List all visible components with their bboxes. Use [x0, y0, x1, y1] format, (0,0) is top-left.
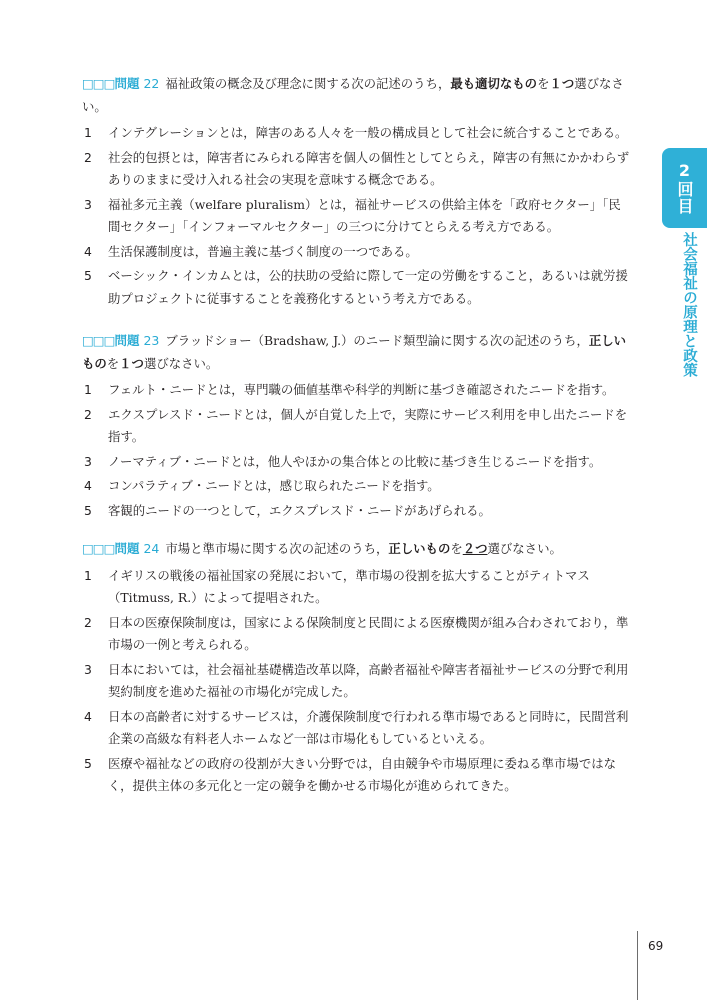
stem-count: １つ [119, 355, 144, 371]
option[interactable] [82, 451, 630, 474]
option-number: 4 [84, 478, 92, 493]
stem-emphasis: 最も適切なもの [450, 76, 538, 91]
question-number: 23 [143, 333, 160, 348]
option-number: 3 [84, 196, 92, 212]
option-number: 1 [84, 125, 92, 140]
option-number: 2 [84, 149, 92, 165]
question-stem [82, 73, 630, 118]
stem-text: 市場と準市場に関する次の記述のうち， [165, 541, 389, 556]
stem-count: ２つ [462, 541, 488, 556]
stem-text: ブラッドショー（Bradshaw, J.）のニード類型論に関する次の記述のうち， [165, 333, 589, 348]
stem-text: 選びなさい。 [487, 541, 562, 556]
option[interactable] [82, 379, 630, 402]
option-number: 3 [84, 453, 92, 469]
option-number: 2 [84, 406, 92, 422]
stem-text: を [106, 355, 120, 371]
stem-text: を [537, 76, 550, 91]
option-text: インテグレーションとは，障害のある人々を一般の構成員として社会に統合することである。 [108, 125, 628, 140]
question-24 [82, 538, 630, 800]
option-number: 2 [84, 614, 92, 630]
checkbox-icon[interactable]: □□□ [82, 541, 115, 556]
question-23 [82, 330, 630, 524]
page-number: 69 [648, 939, 664, 953]
question-label: 問題 [114, 76, 140, 91]
option[interactable] [82, 500, 630, 523]
round-tab[interactable]: 2回目 [662, 148, 707, 228]
question-number: 22 [143, 76, 160, 91]
stem-text: 選びなさい。 [82, 76, 624, 114]
option-text: 医療や福祉などの政府の役割が大きい分野では，自由競争や市場原理に委ねる準市場ではなく，提供主体の多元化と一定の競争を働かせる市場化が進められてきた。 [108, 755, 617, 793]
option[interactable] [82, 475, 630, 498]
option[interactable] [82, 122, 630, 145]
option-text: ノーマティブ・ニードとは，他人やほかの集合体との比較に基づき生じるニードを指す。 [108, 453, 602, 469]
checkbox-icon[interactable]: □□□ [82, 76, 115, 91]
option-text: コンパラティブ・ニードとは，感じ取られたニードを指す。 [108, 478, 440, 493]
option-text: エクスプレスド・ニードとは，個人が自覚した上で，実際にサービス利用を申し出たニードを指す。 [108, 406, 628, 444]
option[interactable] [82, 612, 630, 657]
option-text: 日本の医療保険制度は，国家による保険制度と民間による医療機関が組み合わされており，準市場の一例と考えられる。 [108, 614, 629, 652]
option[interactable] [82, 404, 630, 449]
option-text: イギリスの戦後の福祉国家の発展において，準市場の役割を拡大することがティトマス（Titmuss, R.）によって提唱された。 [108, 567, 590, 605]
option-number: 4 [84, 708, 92, 724]
stem-text: 選びなさい。 [143, 355, 219, 371]
option-number: 5 [84, 268, 92, 283]
stem-text: を [450, 541, 463, 556]
question-number: 24 [143, 541, 160, 556]
option[interactable] [82, 659, 630, 704]
option[interactable] [82, 753, 630, 798]
stem-emphasis: 正しいもの [388, 541, 451, 556]
stem-emphasis: 正しいもの [82, 333, 627, 371]
question-label: 問題 [114, 333, 140, 348]
option-number: 5 [84, 755, 92, 771]
question-22 [82, 73, 630, 312]
chapter-title: 社会福祉の原理と政策 [681, 232, 697, 377]
option[interactable] [82, 265, 630, 310]
option-number: 3 [84, 661, 92, 677]
stem-count: １つ [549, 76, 575, 91]
checkbox-icon[interactable]: □□□ [82, 333, 115, 348]
option[interactable] [82, 147, 630, 192]
option-number: 1 [84, 382, 92, 397]
question-stem [82, 538, 630, 561]
option[interactable] [82, 706, 630, 751]
option-number: 4 [84, 243, 92, 259]
option-text: 日本においては，社会福祉基礎構造改革以降，高齢者福祉や障害者福祉サービスの分野で利用契約制度を進めた福祉の市場化が完成した。 [108, 661, 629, 699]
stem-text: 福祉政策の概念及び理念に関する次の記述のうち， [165, 76, 451, 91]
option-text: フェルト・ニードとは，専門職の価値基準や科学的判断に基づき確認されたニードを指す。 [108, 382, 615, 397]
option[interactable] [82, 194, 630, 239]
option-text: 生活保護制度は，普遍主義に基づく制度の一つである。 [108, 243, 418, 259]
option-number: 5 [84, 502, 92, 518]
option[interactable] [82, 565, 630, 610]
option-text: 社会的包摂とは，障害者にみられる障害を個人の個性としてとらえ，障害の有無にかかわらずありのままに受け入れる社会の実現を意味する概念である。 [108, 149, 630, 187]
question-label: 問題 [114, 541, 140, 556]
option[interactable] [82, 241, 630, 264]
option-text: 客観的ニードの一つとして，エクスプレスド・ニードがあげられる。 [108, 502, 491, 518]
option-text: 日本の高齢者に対するサービスは，介護保険制度で行われる準市場であると同時に，民間営利企業の高級な有料老人ホームなど一部は市場化もしているといえる。 [108, 708, 629, 746]
option-text: 福祉多元主義（welfare pluralism）とは，福祉サービスの供給主体を「政府セクター」「民間セクター」「インフォーマルセクター」の三つに分けてとらえる考え方である。 [108, 196, 621, 234]
option-text: ベーシック・インカムとは，公的扶助の受給に際して一定の労働をすること，あるいは就労援助プロジェクトに従事することを義務化するという考え方である。 [108, 268, 628, 306]
option-number: 1 [84, 567, 92, 583]
question-stem [82, 330, 630, 375]
